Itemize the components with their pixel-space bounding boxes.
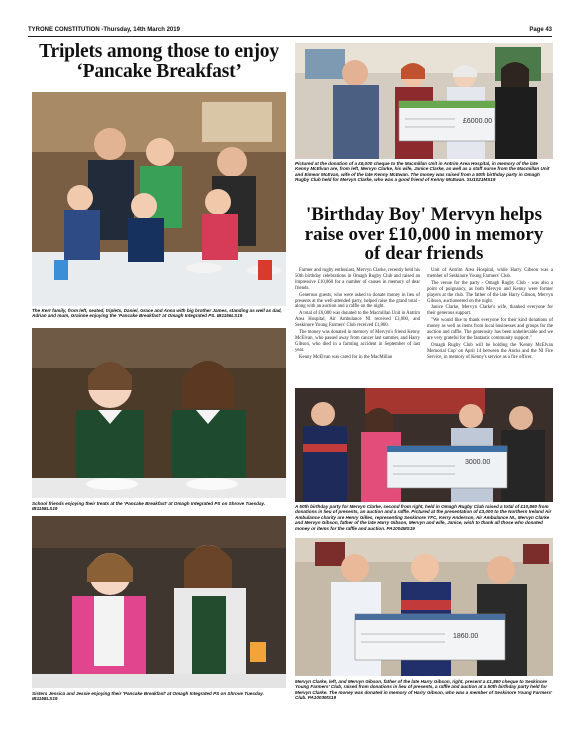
running-head [28,27,552,37]
body-paragraph: A total of £6,000 was donated to the Macmillan Unit in Antrim Area Hospital, Air Ambulance NI received £3,000, and Seskinore Young Farmers' Club received £1,860. [295,311,420,329]
seskinore-cheque-photo [295,538,553,676]
seskinore-cheque-caption: Mervyn Clarke, left, and Mervyn Gibson, father of the late Harry Gibson, right, present a £1,860 cheque to Seskinore Young Farmers' Club, raised from donations in lieu of presents, a raffle and auction at a 50th birthday party held for Mervyn Clarke. The money was donated in memory of Harry Gibson, who was a member of Seskinore Young Farmers' Club. PA1003MS19 [295,679,553,701]
header-page-number: Page 43 [529,27,552,33]
body-paragraph: Unit of Antrim Area Hospital, while Harry Gibson was a member of Seskinore Young Farmers' Club. [427,268,553,279]
article-body-column-2 [427,268,553,362]
body-paragraph: Generous guests, who were asked to donate money in lieu of presents at the well-attended party, helped raise the grand total - along with an auction and a raffle on the night. [295,292,420,310]
body-paragraph: Farmer and rugby enthusiast, Mervyn Clarke, recently held his 50th birthday celebrations in Omagh Rugby Club and raised an impressive £10,860 for a number of causes in memory of dear friends. [295,268,420,291]
header-publication-date: TYRONE CONSTITUTION -Thursday, 14th March 2019 [28,27,180,33]
cheque-amount-seskinore: 1860.00 [453,633,479,640]
body-paragraph: The venue for the party - Omagh Rugby Club - was also a point of poignancy, as both Mervyn and Kenny were former players at the club. The father of the late Harry Gibson, Mervyn Gibson, auctioneered on the night. [427,280,553,304]
cheque-amount-macmillan: £6000.00 [463,118,493,125]
air-ambulance-cheque-photo [295,388,553,502]
sisters-photo [32,516,286,688]
body-paragraph: The money was donated in memory of Mervyn's friend Kenny McElvan, who passed away from cancer last summer, and Harry Gibson, who died in a farming accident in September of last year. [295,330,420,353]
macmillan-cheque-photo [295,43,553,159]
macmillan-cheque-caption: Pictured at the donation of a £6,000 cheque to the Macmillan Unit in Antrim Area Hospital, in memory of the late Kenny McElvan are, from left, Mervyn Clarke, his wife, Janice Clarke, as well as a staff nurse from the Macmillan Unit and Eimear McEvan, wife of the late Kenny McEwan. The money was raised from a 50th birthday party in Omagh Rugby Club held for Mervyn Clarke, who was a good friend of Kenny McEwan. SU1021MS19 [295,161,550,183]
article-body-column-1 [295,268,420,362]
sisters-caption: Sisters Jessica and Jessie enjoying their ‘Pancake Breakfast’ at Omagh Integrated PS on Shrove Tuesday. IB1158LS19 [32,691,264,702]
right-headline: 'Birthday Boy' Mervyn helps raise over £10,000 in memory of dear friends [304,204,544,264]
air-ambulance-cheque-caption: A 50th birthday party for Mervyn Clarke, second from right, held in Omagh Rugby Club raised a total of £10,860 from donations in lieu of presents, an auction and a raffle. Pictured at the presentation of £3,000 to the Northern Ireland Air Ambulance charity are Henry Gilles, representing Seskinore YFC, Kerry Anderson, Air Ambulance NI., Mervyn Clarke and Mervyn Gibson, father of the late Harry Gibson, Mervyn and wife, Janice, wish to thank all those who donated money or items for the raffle and auction. PA1004MS19 [295,504,552,531]
school-friends-photo [32,328,286,498]
body-paragraph: "We would like to thank everyone for their kind donations of money as well as items from local businesses and groups for the auction and raffle. The generosity has been unbelievable and we are very grateful for the fantastic community support." [427,318,553,341]
left-story [32,42,286,82]
school-friends-caption: School friends enjoying their treats at the ‘Pancake Breakfast’ at Omagh Integrated PS on Shrove Tuesday. IB1158LS19 [32,501,266,512]
body-paragraph: Omagh Rugby Club will be holding the 'Kenny McElvan Memorial Cup' on April 14 between the Ancks and the NI Fire Service, in memory of Kenny's service as a fire officer. [427,342,553,360]
left-headline: Triplets among those to enjoy ‘Pancake Breakfast’ [39,41,279,82]
body-paragraph: Kenny McElvan was cared for in the MacMillan [299,354,393,360]
body-paragraph: Janice Clarke, Mervyn Clarke's wife, thanked everyone for their generous support. [427,305,553,317]
kerr-family-photo [32,92,286,306]
cheque-amount-air-ambulance: 3000.00 [465,459,491,466]
kerr-family-caption: The Kerr family, from left, seated, triplets, Daniel, Grace and Anna with big brother James, standing as well as dad, Adrian and mum, Grainne enjoying the ‘Pancake Breakfast’ at Omagh Integrated PS. IB1156LS19 [32,308,282,319]
